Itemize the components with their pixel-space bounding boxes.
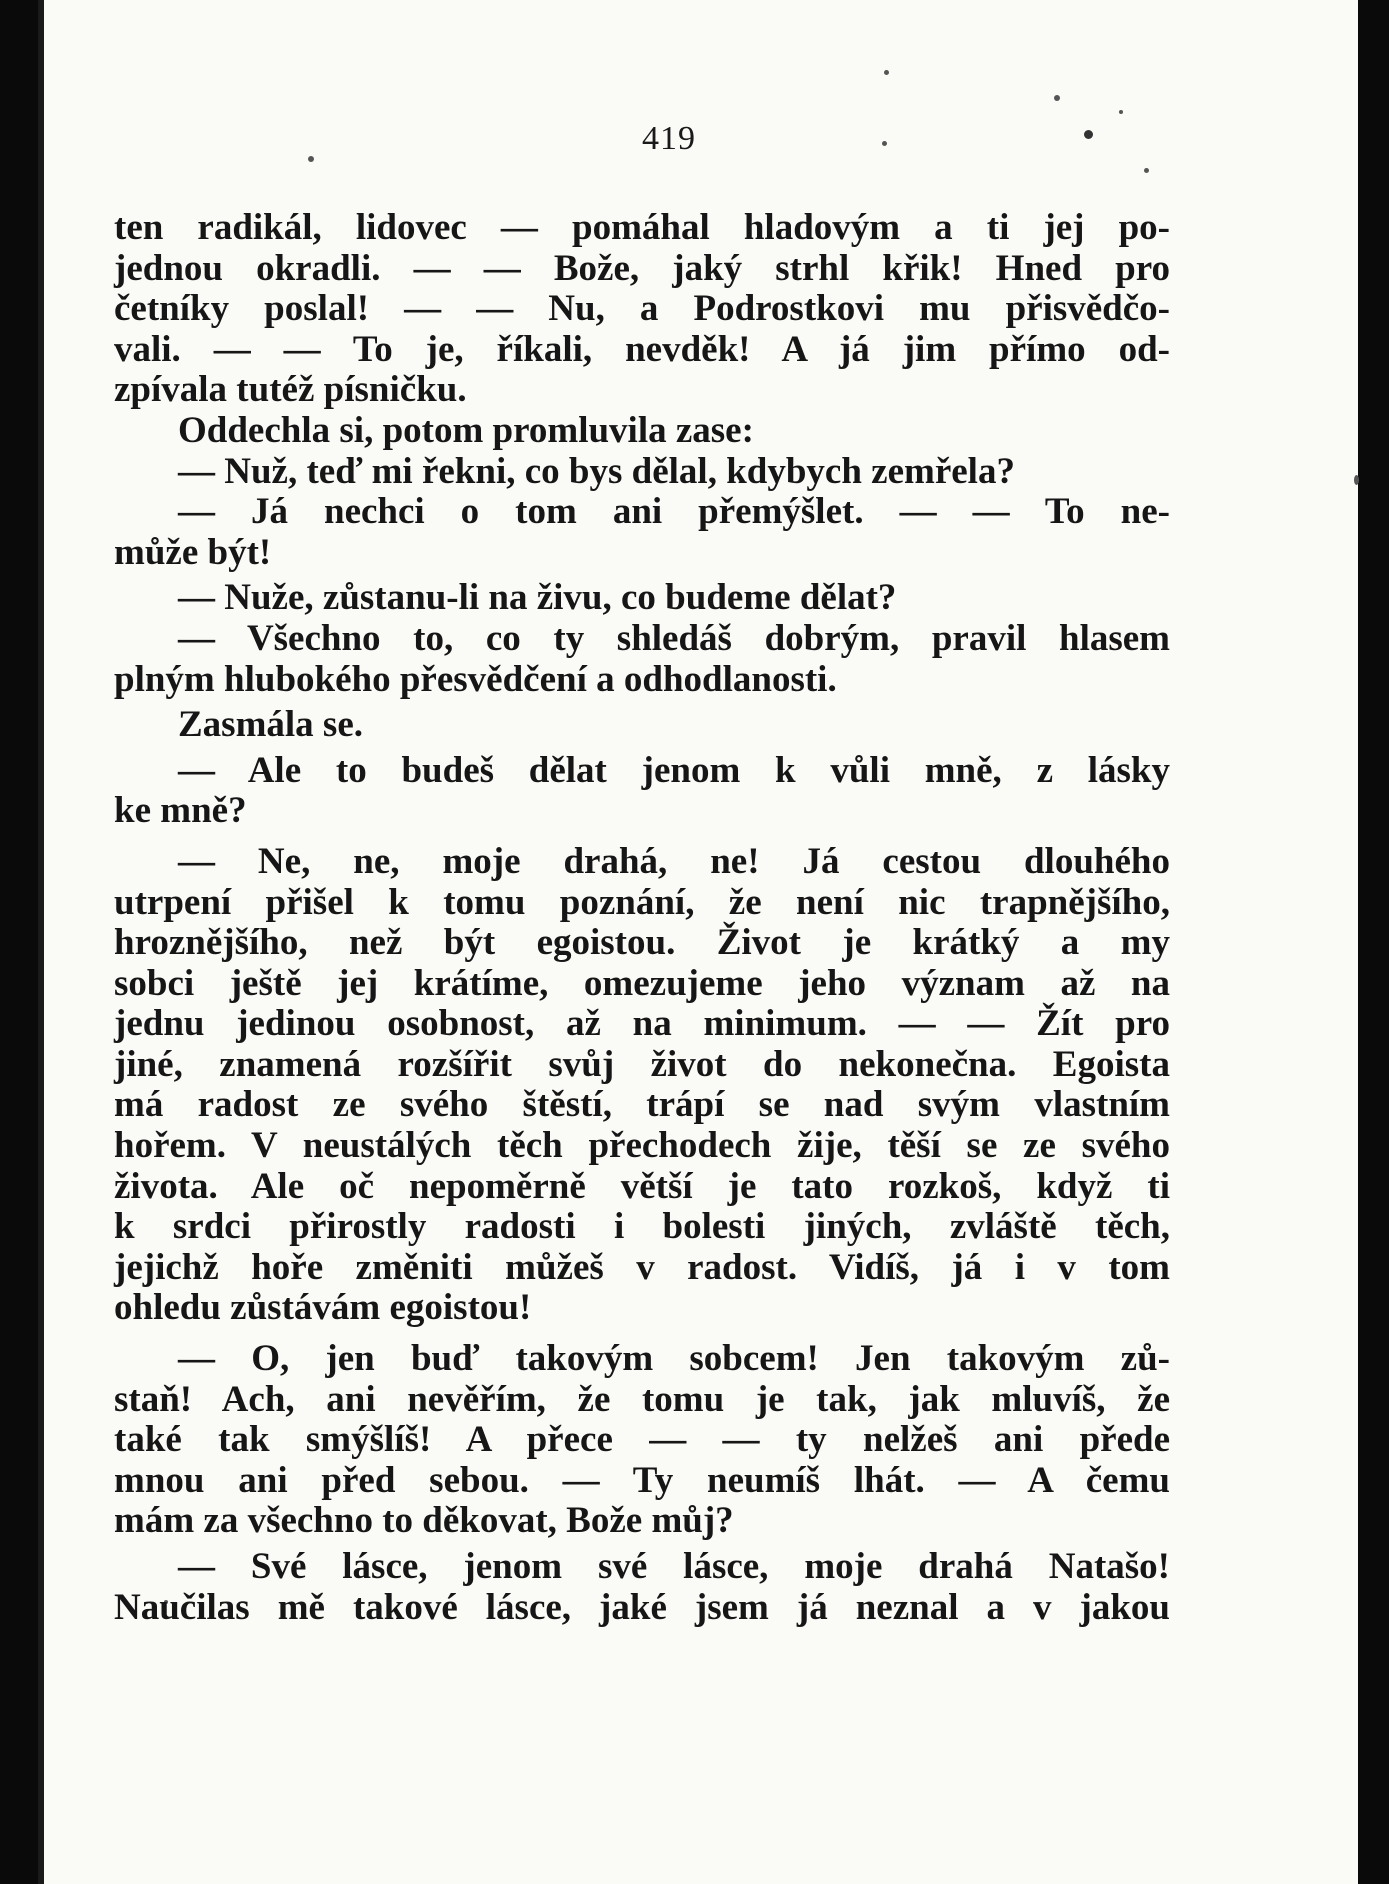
- text-line: — Své lásce, jenom své lásce, moje drahá Natašo!: [178, 1546, 1170, 1587]
- text-line: — Já nechci o tom ani přemýšlet. — — To ne-: [178, 491, 1170, 533]
- text-line: mnou ani před sebou. — Ty neumíš lhát. — A čemu: [114, 1459, 1170, 1501]
- text-line: jednu jedinou osobnost, až na minimum. — — Žít pro: [114, 1003, 1170, 1045]
- text-line: může být!: [114, 531, 272, 573]
- text-line: mám za všechno to děkovat, Bože můj?: [114, 1500, 734, 1542]
- text-line: Oddechla si, potom promluvila zase:: [178, 409, 754, 451]
- text-line: staň! Ach, ani nevěřím, že tomu je tak, jak mluvíš, že: [114, 1378, 1170, 1420]
- text-line: zpívala tutéž písničku.: [114, 369, 467, 411]
- text-line: četníky poslal! — — Nu, a Podrostkovi mu přisvědčo-: [114, 288, 1170, 330]
- text-line: — Ale to budeš dělat jenom k vůli mně, z lásky: [178, 749, 1170, 791]
- text-line: Zasmála se.: [178, 704, 363, 746]
- text-line: — O, jen buď takovým sobcem! Jen takovým zů-: [178, 1338, 1170, 1380]
- text-line: — Nuže, zůstanu-li na živu, co budeme dělat?: [178, 577, 897, 619]
- scan-speck: [1144, 168, 1149, 173]
- text-line: má radost ze svého štěstí, trápí se nad svým vlastním: [114, 1084, 1170, 1126]
- scan-speck: [884, 70, 889, 75]
- scan-speck: [1354, 475, 1359, 485]
- text-line: hořem. V neustálých těch přechodech žije, těší se ze svého: [114, 1125, 1170, 1167]
- text-line: Naučilas mě takové lásce, jaké jsem já neznal a v jakou: [114, 1586, 1170, 1628]
- text-line: ke mně?: [114, 790, 247, 832]
- text-line: také tak smýšlíš! A přece — — ty nelžeš ani přede: [114, 1419, 1170, 1461]
- scan-speck: [1084, 130, 1093, 139]
- page-number: 419: [642, 120, 696, 157]
- text-line: ohledu zůstávám egoistou!: [114, 1287, 532, 1329]
- text-line: jednou okradli. — — Bože, jaký strhl křik! Hned pro: [114, 247, 1170, 289]
- scan-speck: [1054, 95, 1060, 101]
- body-text: [114, 208, 1170, 1628]
- text-line: utrpení přišel k tomu poznání, že není nic trapnějšího,: [114, 881, 1170, 923]
- text-line: hroznějšího, než být egoistou. Život je krátký a my: [114, 922, 1170, 964]
- text-line: sobci ještě jej krátíme, omezujeme jeho význam až na: [114, 962, 1170, 1004]
- scan-speck: [308, 156, 314, 162]
- text-line: ten radikál, lidovec — pomáhal hladovým a ti jej po-: [114, 207, 1170, 248]
- text-line: života. Ale oč nepoměrně větší je tato rozkoš, když ti: [114, 1165, 1170, 1207]
- text-line: — Nuž, teď mi řekni, co bys dělal, kdybych zemřela?: [178, 450, 1015, 492]
- scan-speck: [1119, 110, 1123, 114]
- text-line: — Ne, ne, moje drahá, ne! Já cestou dlouhého: [178, 840, 1170, 882]
- text-line: vali. — — To je, říkali, nevděk! A já jim přímo od-: [114, 328, 1170, 370]
- text-line: k srdci přirostly radosti i bolesti jiných, zvláště těch,: [114, 1206, 1170, 1248]
- text-line: plným hlubokého přesvědčení a odhodlanosti.: [114, 658, 837, 700]
- text-line: jejichž hoře změniti můžeš v radost. Vidíš, já i v tom: [114, 1246, 1170, 1288]
- scan-speck: [882, 141, 887, 146]
- book-page: [38, 0, 1358, 1884]
- text-line: jiné, znamená rozšířit svůj život do nekonečna. Egoista: [114, 1043, 1170, 1085]
- text-line: — Všechno to, co ty shledáš dobrým, pravil hlasem: [178, 617, 1170, 659]
